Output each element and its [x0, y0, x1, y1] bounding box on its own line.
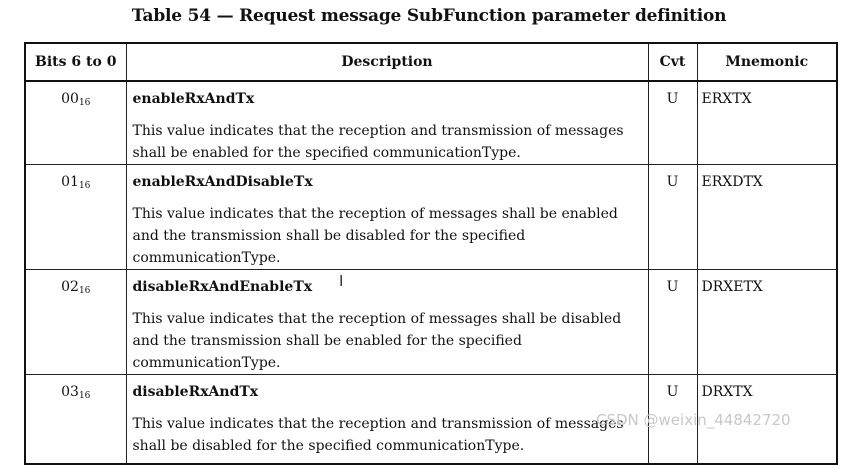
description-cell: [126, 81, 648, 165]
subfunction-name: enableRxAndDisableTx: [132, 174, 313, 190]
table-row: [25, 81, 837, 165]
mnemonic-cell: DRXTX: [697, 375, 837, 464]
bits-cell: [25, 165, 126, 270]
subfunction-name: disableRxAndTx: [132, 384, 259, 400]
bits-cell: [25, 375, 126, 464]
cvt-cell: U: [648, 375, 697, 464]
bits-radix: 16: [78, 286, 91, 296]
header-mnemonic: Mnemonic: [697, 43, 837, 81]
header-description: Description: [126, 43, 648, 81]
bits-radix: 16: [78, 391, 91, 401]
subfunction-name: enableRxAndTx: [132, 91, 255, 107]
cvt-cell: U: [648, 81, 697, 165]
mnemonic-cell: ERXDTX: [697, 165, 837, 270]
subfunction-description: This value indicates that the reception and transmission of messages shall be enabled for the specified communicationType.: [132, 123, 624, 161]
bits-cell: [25, 270, 126, 375]
description-cell: [126, 165, 648, 270]
bits-value: 03: [61, 384, 79, 400]
watermark: CSDN @weixin_44842720: [596, 411, 791, 429]
bits-value: 02: [61, 279, 79, 295]
table-row: [25, 270, 837, 375]
subfunction-description: This value indicates that the reception of messages shall be disabled and the transmission shall be enabled for the specified communicationType.: [132, 311, 622, 371]
subfunction-table: [24, 42, 838, 465]
bits-value: 01: [61, 174, 79, 190]
subfunction-description: This value indicates that the reception and transmission of messages shall be disabled for the specified communicationType.: [132, 416, 624, 454]
subfunction-description: This value indicates that the reception of messages shall be enabled and the transmission shall be disabled for the specified communicationType.: [132, 206, 618, 266]
header-row: [25, 43, 837, 81]
bits-cell: [25, 81, 126, 165]
table-title: Table 54 — Request message SubFunction parameter definition: [131, 6, 727, 26]
table-row: [25, 165, 837, 270]
header-bits: Bits 6 to 0: [25, 43, 126, 81]
bits-radix: 16: [78, 98, 91, 108]
text-cursor-icon: I: [339, 272, 344, 290]
mnemonic-cell: DRXETX: [697, 270, 837, 375]
subfunction-name: disableRxAndEnableTx: [132, 279, 313, 295]
mnemonic-cell: ERXTX: [697, 81, 837, 165]
bits-radix: 16: [78, 181, 91, 191]
cvt-cell: U: [648, 270, 697, 375]
cvt-cell: U: [648, 165, 697, 270]
bits-value: 00: [61, 91, 79, 107]
description-cell: [126, 375, 648, 464]
header-cvt: Cvt: [648, 43, 697, 81]
description-cell: [126, 270, 648, 375]
